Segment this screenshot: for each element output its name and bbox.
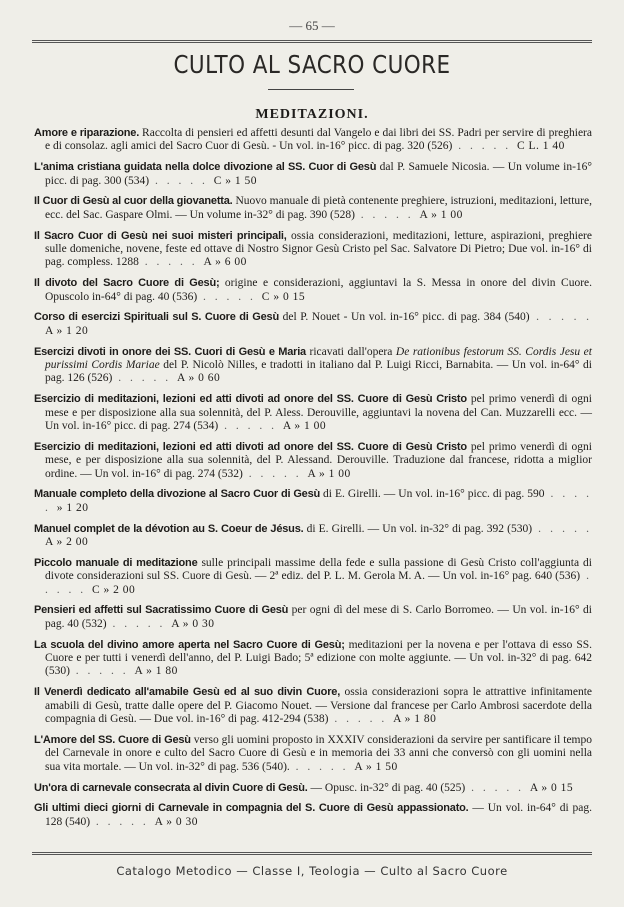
- leader-dots: . . . . .: [138, 256, 204, 269]
- entry-price: A » 6 00: [203, 256, 247, 269]
- entry-title: Esercizio di meditazioni, lezioni ed atti divoti ad onore del SS. Cuore di Gesù Cristo: [34, 440, 467, 453]
- entry-description: — Opusc. in-32° di pag. 40 (525): [307, 781, 466, 794]
- entry-title: Pensieri ed affetti sul Sacratissimo Cuore di Gesù: [34, 604, 289, 617]
- entry-description: del P. Nouet - Un vol. in-16° picc. di pag. 384 (540): [278, 311, 530, 324]
- catalog-entry: [34, 127, 592, 154]
- catalog-entry: [34, 802, 592, 829]
- entry-price: C » 2 00: [92, 583, 136, 596]
- section-heading: MEDITAZIONI.: [255, 107, 369, 122]
- entry-description: sulle principali massime della fede e sulla passione di Gesù Cristo coll'aggiunta di divote considerazioni sul SS. Cuore di Gesù. — 2ª ediz. del P. L. M. Gerola M. A. — Un vol. in-16° pag. 640 (536): [45, 556, 593, 583]
- entry-title: Il Venerdì dedicato all'amabile Gesù ed al suo divin Cuore,: [34, 686, 341, 699]
- entry-price: A » 2 00: [45, 536, 89, 549]
- leader-dots: . . . . .: [354, 208, 420, 221]
- entry-price: A » 1 50: [354, 760, 398, 773]
- page-title: CULTO AL SACRO CUORE: [173, 50, 451, 79]
- catalog-entry: [34, 523, 592, 550]
- entry-description: meditazioni per la novena e per l'ottava di esso SS. Cuore e per tutti i venerdì dell'anno, del P. Luigi Bado; 5ª edizione con molte aggiunte. — Un vol. in-32° di pag. 642 (530): [45, 638, 592, 678]
- leader-dots: . . . . .: [289, 760, 355, 773]
- entry-description: dal P. Samuele Nicosia. — Un volume in-16° picc. di pag. 300 (534): [45, 161, 592, 187]
- footer-rule: [32, 852, 592, 855]
- entry-title: Gli ultimi dieci giorni di Carnevale in compagnia del S. Cuore di Gesù appassionato.: [34, 802, 469, 815]
- leader-dots: . . . . .: [452, 140, 517, 153]
- entry-description: origine e considerazioni, aggiuntavi la S. Messa in onore del divin Cuore. Opuscolo in-64° di pag. 40 (536): [45, 277, 593, 303]
- catalog-entry: [34, 311, 592, 338]
- entry-title: Esercizio di meditazioni, lezioni ed atti divoti ad onore del SS. Cuore di Gesù Cristo: [34, 393, 467, 406]
- entry-title: Il Cuor di Gesù al cuor della giovanetta.: [34, 195, 233, 208]
- catalog-entry: [34, 782, 592, 795]
- entry-price: A » 1 00: [282, 420, 327, 433]
- entry-price: A » 1 80: [134, 665, 178, 678]
- catalog-entry: [34, 639, 592, 679]
- entry-description: ricavati dall'opera: [305, 345, 396, 358]
- entry-title: Il Sacro Cuor di Gesù nei suoi misteri principali,: [34, 229, 287, 242]
- entry-title: La scuola del divino amore aperta nel Sacro Cuore di Gesù;: [34, 638, 345, 651]
- entry-description: Nuovo manuale di pietà contenente preghiere, istruzioni, meditazioni, letture, ecc. del Sac. Gaspare Olmi. — Un volume in-32° di pag. 390 (528): [45, 195, 592, 221]
- leader-dots: . . . . .: [532, 522, 593, 535]
- leader-dots: . . . . .: [149, 174, 214, 187]
- entry-italic-title: De rationibus festorum SS. Cordis Jesu et purissimi Cordis Mariae: [45, 345, 592, 372]
- leader-dots: . . . . .: [218, 420, 283, 433]
- entry-description: pel primo venerdì di ogni mese e per disposizione alla sua solennità, del P. Aless. Derouville, aggiuntavi la novena del Can. Muzzarelli ecc. — Un vol. in-16° picc. di pag. 274 (534): [45, 393, 592, 433]
- leader-dots: . . . . .: [197, 290, 262, 303]
- entry-title: Il divoto del Sacro Cuore di Gesù;: [34, 277, 220, 290]
- entry-price: A » 1 20: [45, 324, 89, 337]
- entry-title: Esercizi divoti in onore dei SS. Cuori di Gesù e Maria: [34, 345, 306, 358]
- entry-price: » 1 20: [56, 501, 89, 514]
- catalog-entry: [34, 161, 592, 188]
- entry-description: per ogni dì del mese di S. Carlo Borromeo. — Un vol. in-16° di pag. 40 (532): [45, 604, 593, 630]
- catalog-entry: [34, 604, 592, 631]
- entry-title: Corso di esercizi Spirituali sul S. Cuore di Gesù: [34, 311, 279, 324]
- entry-description: di E. Girelli. — Un vol. in-16° picc. di pag. 590: [320, 488, 545, 501]
- catalog-entry: [34, 195, 592, 222]
- entry-list: [34, 127, 592, 837]
- entry-title: Amore e riparazione.: [34, 127, 140, 139]
- title-underline: [268, 89, 354, 90]
- entry-price: C L. 1 40: [516, 140, 565, 153]
- leader-dots: . . . . .: [328, 713, 394, 726]
- leader-dots: . . . . .: [106, 617, 172, 630]
- leader-dots: . . . . .: [45, 488, 592, 514]
- entry-title: Manuale completo della divozione al Sacro Cuor di Gesù: [34, 488, 321, 501]
- entry-price: A » 0 30: [171, 617, 215, 630]
- catalog-entry: [34, 441, 592, 481]
- catalog-entry: [34, 277, 592, 304]
- entry-description: ossia considerazioni, meditazioni, letture, aspirazioni, preghiere sulle domeniche, novene, feste ed ottave di Nostro Signor Gesù Cristo pel Sac. Salvatore Di Pietro; Due vol. in-16° di pag. compless. 1288: [45, 229, 592, 269]
- catalog-entry: [34, 230, 592, 270]
- entry-description: pel primo venerdì di ogni mese, e per disposizione alla sua solennità, del P. Alessand. Derouville. Traduzione dal francese, ridotta a miglior ordine. — Un vol. in-16° di pag. 274 (532): [45, 440, 592, 480]
- leader-dots: . . . . .: [45, 570, 593, 596]
- entry-price: A » 0 60: [177, 372, 221, 385]
- leader-dots: . . . . .: [242, 467, 308, 480]
- leader-dots: . . . . .: [529, 311, 593, 324]
- entry-title: Piccolo manuale di meditazione: [34, 556, 198, 569]
- catalog-entry: [34, 346, 592, 386]
- entry-price: C » 0 15: [261, 290, 306, 303]
- entry-description-cont: del P. Nicolò Nilles, e tradotti in italiano dal P. Luigi Ricci, Barnabita. — Un vol. in-64° di pag. 126 (526): [45, 359, 592, 385]
- catalog-entry: [34, 557, 592, 597]
- catalog-entry: [34, 734, 592, 774]
- entry-description: verso gli uomini proposto in XXXIV considerazioni da servire per santificare il tempo del Carnevale in onore e culto del Sacro Cuore di Gesù e in memoria dei 33 anni che conversò con gli uomini nella sua vita mortale. — Un vol. in-32° di pag. 536 (540).: [45, 733, 592, 773]
- entry-title: L'anima cristiana guidata nella dolce divozione al SS. Cuor di Gesù: [34, 161, 377, 174]
- entry-description: Raccolta di pensieri ed affetti desunti dal Vangelo e dai libri dei SS. Padri per servire di preghiera e di consolaz. agli amici del Sacro Cuor di Gesù. - Un vol. in-16° picc. di pag. 320 (526): [45, 127, 592, 153]
- entry-description: — Un vol. in-64° di pag. 128 (540): [45, 802, 592, 828]
- entry-title: Un'ora di carnevale consecrata al divin Cuore di Gesù.: [34, 781, 308, 794]
- entry-price: C » 1 50: [213, 174, 258, 187]
- entry-price: A » 0 15: [529, 781, 574, 794]
- entry-price: A » 1 00: [307, 467, 351, 480]
- header-rule: [32, 40, 592, 43]
- catalog-entry: [34, 393, 592, 433]
- catalog-entry: [34, 686, 592, 726]
- entry-price: A » 1 80: [393, 713, 437, 726]
- entry-description: di E. Girelli. — Un vol. in-32° di pag. 392 (530): [303, 522, 533, 535]
- catalog-entry: [34, 488, 592, 515]
- leader-dots: . . . . .: [69, 665, 135, 678]
- entry-title: Manuel complet de la dévotion au S. Coeur de Jésus.: [34, 522, 304, 535]
- entry-price: A » 1 00: [419, 208, 463, 221]
- leader-dots: . . . . .: [90, 815, 155, 828]
- entry-title: L'Amore del SS. Cuore di Gesù: [34, 733, 191, 746]
- page-number: — 65 —: [289, 18, 335, 33]
- entry-price: A » 0 30: [154, 815, 198, 828]
- entry-description: ossia considerazioni sopra le attrattive infinitamente amabili di Gesù, tratte dalle opere del P. Giacomo Nouet. — Versione dal francese per Carlo Ambrosi sacerdote della compagnia di Gesù. — Due vol. in-16° di pag. 412-294 (538): [45, 686, 593, 726]
- leader-dots: . . . . .: [112, 372, 178, 385]
- footer-text: Catalogo Metodico — Classe I, Teologia — Culto al Sacro Cuore: [116, 864, 508, 878]
- leader-dots: . . . . .: [465, 781, 530, 794]
